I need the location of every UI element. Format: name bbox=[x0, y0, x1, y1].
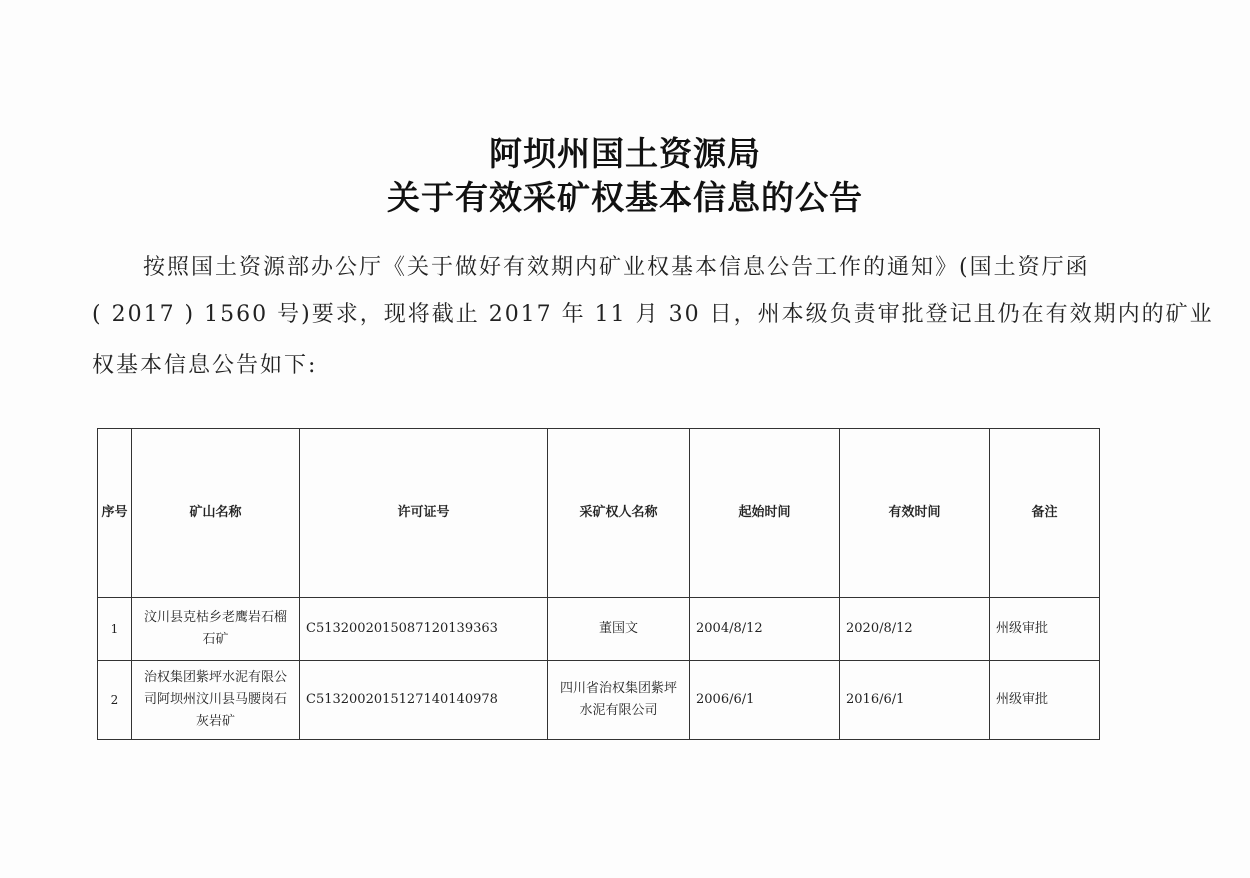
cell-start-time: 2004/8/12 bbox=[690, 598, 840, 661]
header-holder: 采矿权人名称 bbox=[548, 429, 690, 598]
table-row bbox=[98, 598, 1100, 661]
cell-license-no: C5132002015087120139363 bbox=[300, 598, 548, 661]
header-remark: 备注 bbox=[990, 429, 1100, 598]
cell-seq: 1 bbox=[98, 598, 132, 661]
cell-holder: 董国文 bbox=[548, 598, 690, 661]
body-paragraph-line3: 权基本信息公告如下: bbox=[92, 353, 318, 378]
cell-license-no: C5132002015127140140978 bbox=[300, 661, 548, 740]
cell-remark: 州级审批 bbox=[990, 661, 1100, 740]
header-start-time: 起始时间 bbox=[690, 429, 840, 598]
cell-mine-name: 汶川县克枯乡老鹰岩石榴石矿 bbox=[132, 598, 300, 661]
table-row bbox=[98, 661, 1100, 740]
body-paragraph-line2: ( 2017 ) 1560 号)要求，现将截止 2017 年 11 月 30 日，州本级负责审批登记且仍在有效期内的矿业 bbox=[92, 302, 1214, 327]
cell-holder: 四川省治权集团紫坪水泥有限公司 bbox=[548, 661, 690, 740]
cell-valid-time: 2016/6/1 bbox=[840, 661, 990, 740]
document-title-line1: 阿坝州国土资源局 bbox=[489, 134, 761, 173]
cell-seq: 2 bbox=[98, 661, 132, 740]
header-mine-name: 矿山名称 bbox=[132, 429, 300, 598]
header-license-no: 许可证号 bbox=[300, 429, 548, 598]
cell-remark: 州级审批 bbox=[990, 598, 1100, 661]
table-header-row bbox=[98, 429, 1100, 598]
cell-start-time: 2006/6/1 bbox=[690, 661, 840, 740]
header-valid-time: 有效时间 bbox=[840, 429, 990, 598]
cell-valid-time: 2020/8/12 bbox=[840, 598, 990, 661]
cell-mine-name: 治权集团紫坪水泥有限公司阿坝州汶川县马腰岗石灰岩矿 bbox=[132, 661, 300, 740]
mining-rights-table bbox=[97, 428, 1100, 740]
document-title-line2: 关于有效采矿权基本信息的公告 bbox=[387, 178, 863, 217]
header-seq: 序号 bbox=[98, 429, 132, 598]
body-paragraph-line1: 按照国土资源部办公厅《关于做好有效期内矿业权基本信息公告工作的通知》(国土资厅函 bbox=[143, 255, 1090, 280]
